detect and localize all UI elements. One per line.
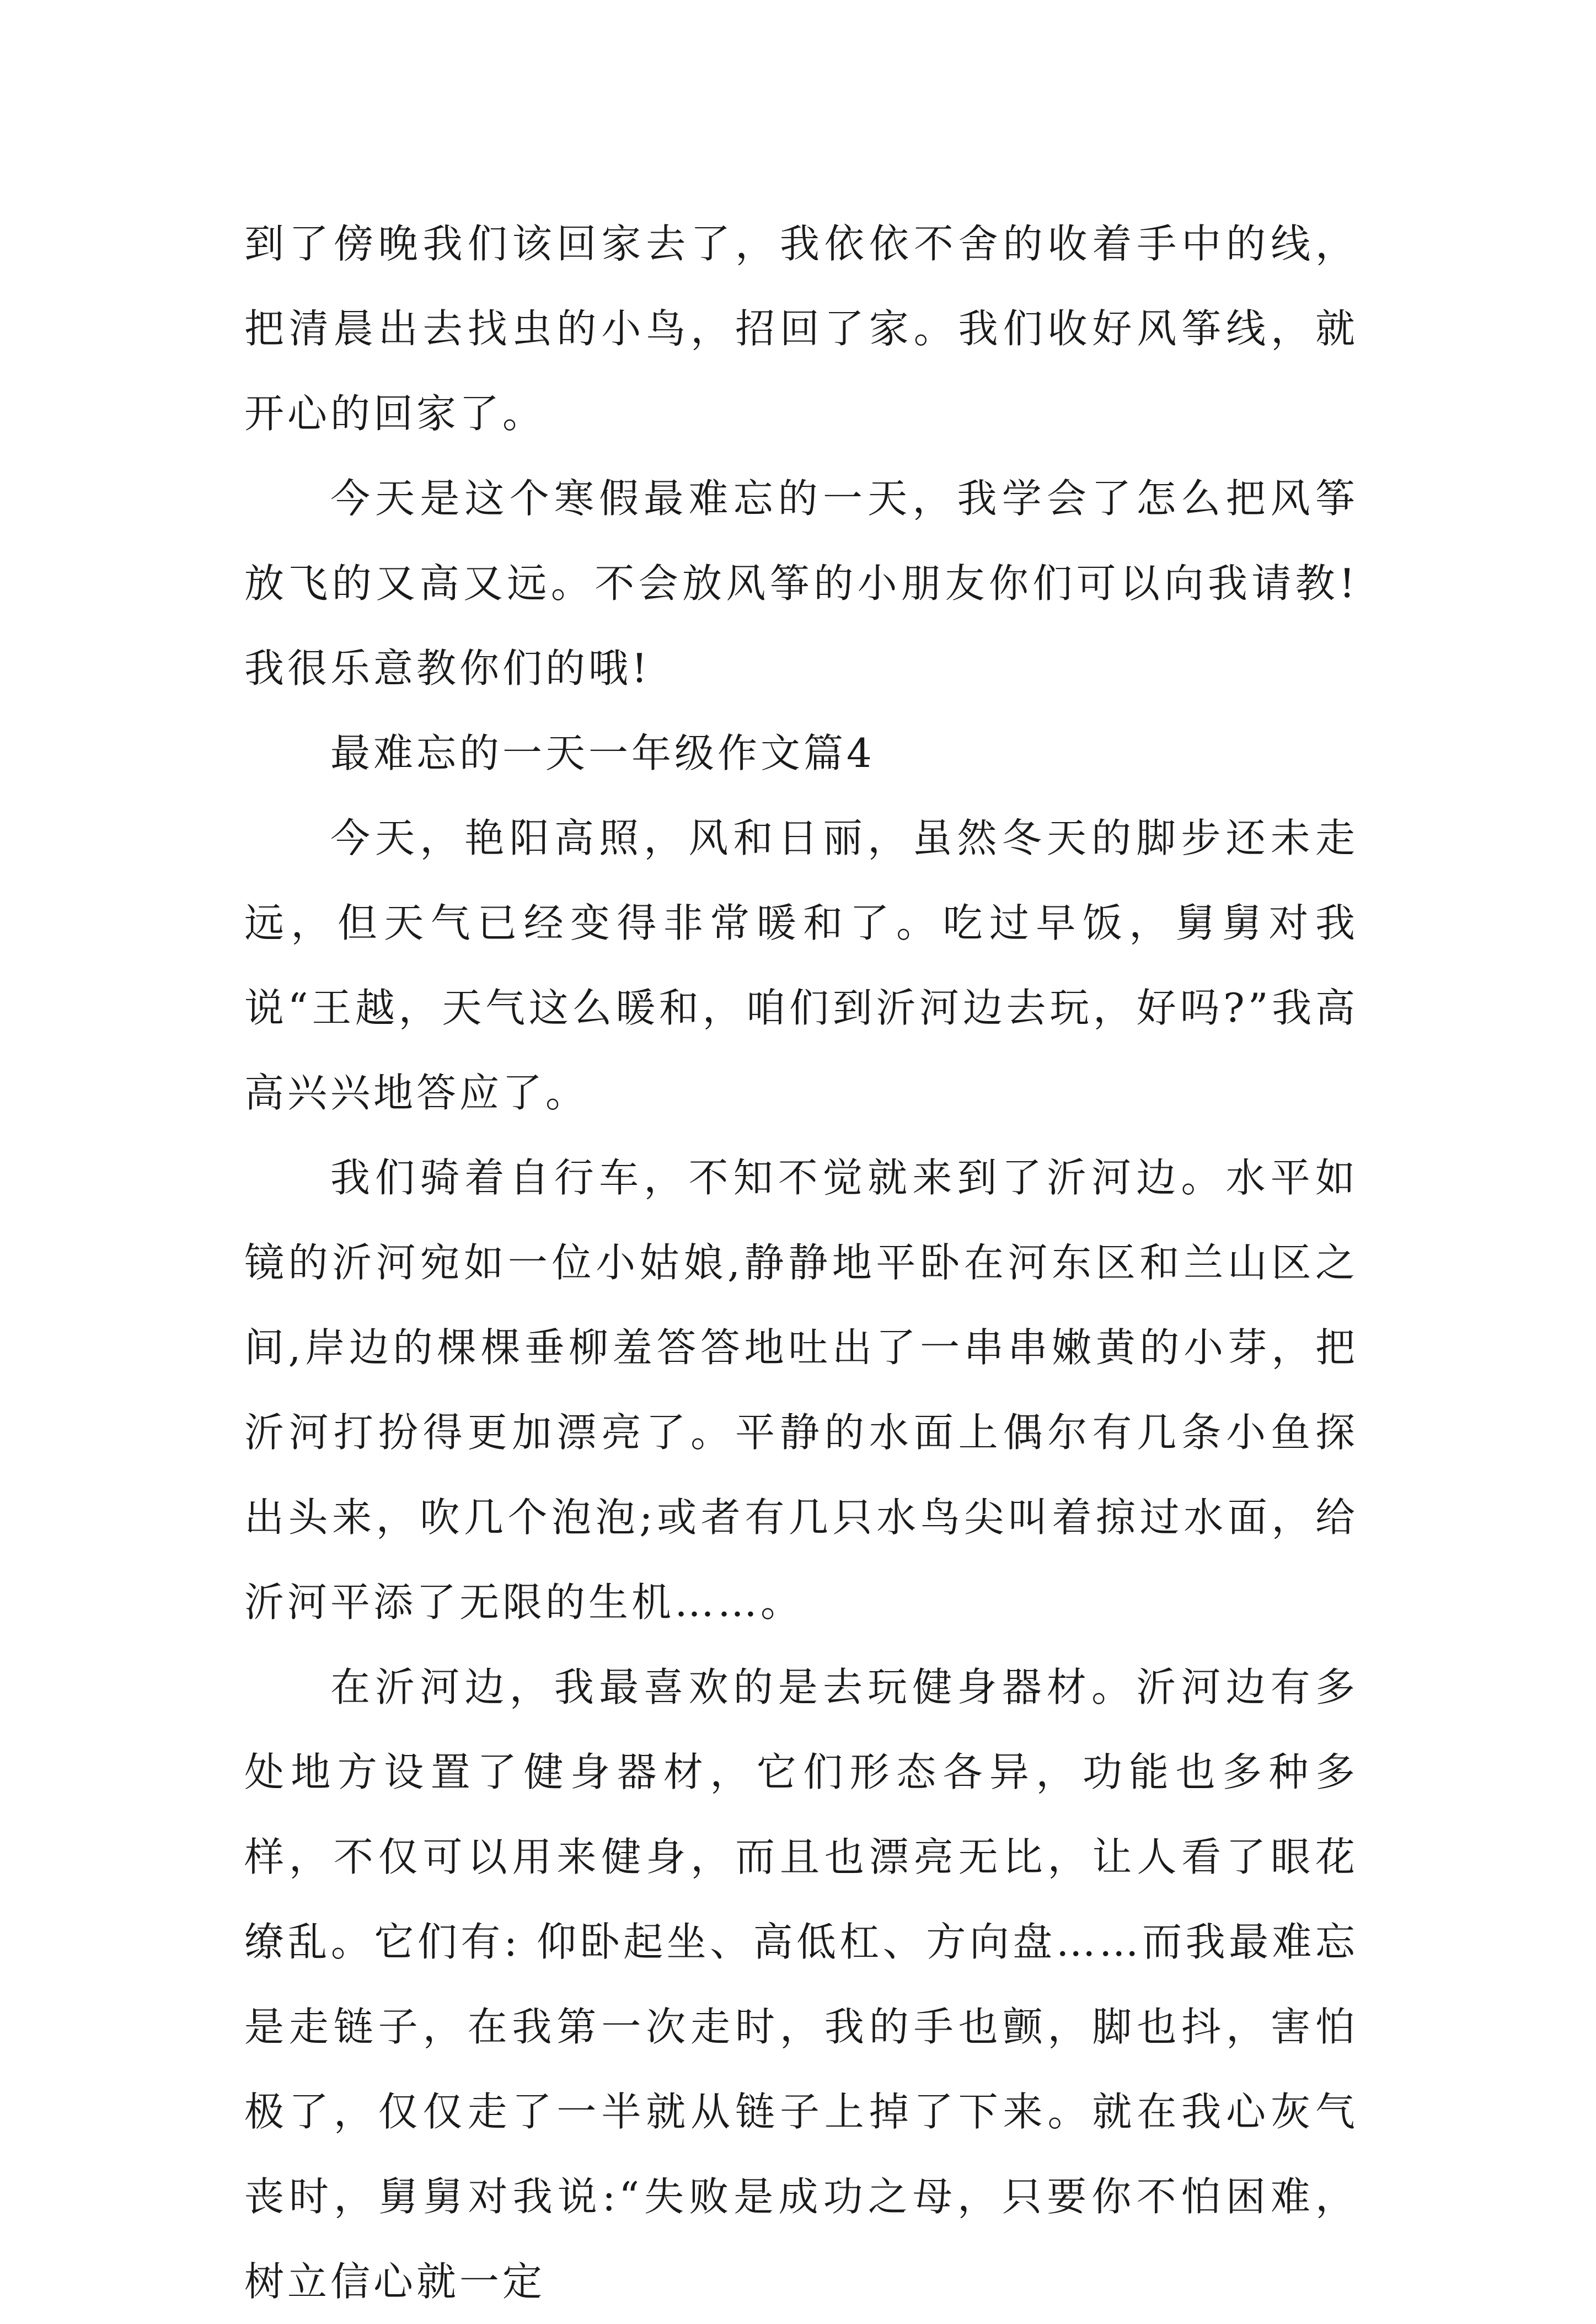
paragraph-1: 到了傍晚我们该回家去了，我依依不舍的收着手中的线，把清晨出去找虫的小鸟，招回了家。我们收好风筝线，就开心的回家了。 [244,221,1358,437]
document-body [244,201,1358,2324]
section-heading: 最难忘的一天一年级作文篇4 [330,730,875,776]
paragraph-5: 在沂河边，我最喜欢的是去玩健身器材。沂河边有多处地方设置了健身器材，它们形态各异，功能也多种多样，不仅可以用来健身，而且也漂亮无比，让人看了眼花缭乱。它们有: 仰卧起坐、高低杠、方向盘……而我最难忘是走链子，在我第一次走时，我的手也颤，脚也抖，害怕极了，仅仅走了一半就从链子上掉了下来。就在我心灰气丧时，舅舅对我说:“失败是成功之母，只要你不怕困难，树立信心就一定 [244,1664,1358,2305]
paragraph-4: 我们骑着自行车，不知不觉就来到了沂河边。水平如镜的沂河宛如一位小姑娘,静静地平卧在河东区和兰山区之间,岸边的棵棵垂柳羞答答地吐出了一串串嫩黄的小芽，把沂河打扮得更加漂亮了。平静的水面上偶尔有几条小鱼探出头来，吹几个泡泡;或者有几只水鸟尖叫着掠过水面，给沂河平添了无限的生机……。 [244,1155,1358,1625]
paragraph-2: 今天是这个寒假最难忘的一天，我学会了怎么把风筝放飞的又高又远。不会放风筝的小朋友你们可以向我请教!我很乐意教你们的哦! [244,475,1358,691]
paragraph-3: 今天，艳阳高照，风和日丽，虽然冬天的脚步还未走远，但天气已经变得非常暖和了。吃过早饭，舅舅对我说“王越，天气这么暖和，咱们到沂河边去玩，好吗?”我高高兴兴地答应了。 [244,815,1358,1116]
